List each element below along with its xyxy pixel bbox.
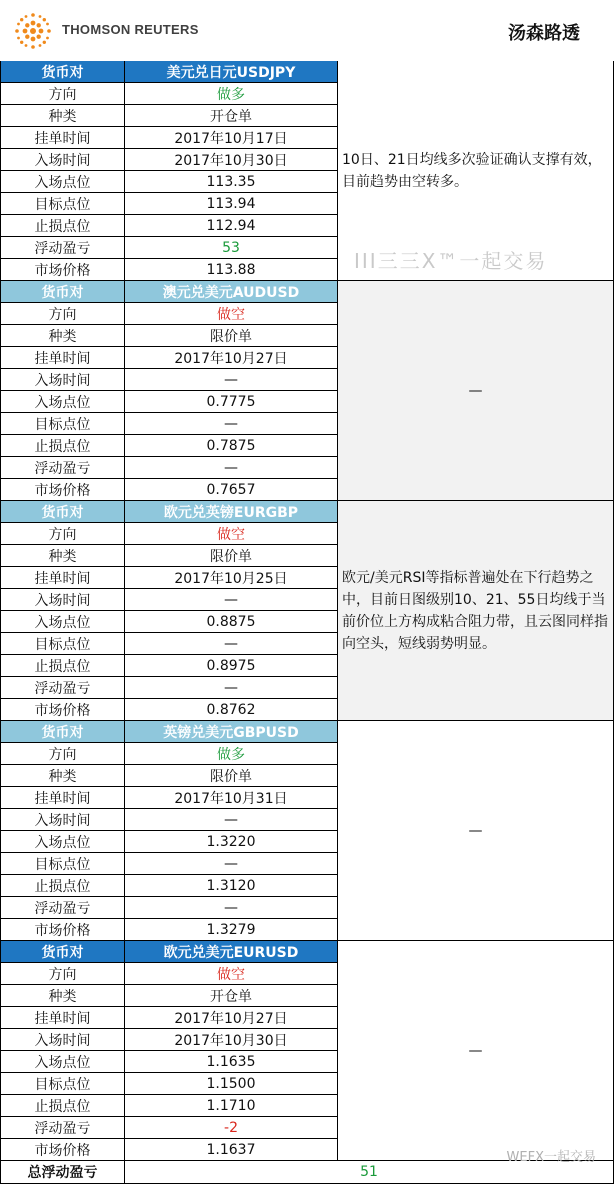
target-price-value: — bbox=[125, 633, 338, 655]
market-price-value: 0.7657 bbox=[125, 479, 338, 501]
stop-price-label: 止损点位 bbox=[0, 875, 125, 897]
trade-block bbox=[0, 501, 614, 721]
table-row-direction bbox=[0, 743, 338, 765]
analysis-comment bbox=[338, 281, 614, 501]
direction-label: 方向 bbox=[0, 743, 125, 765]
entry-price-label: 入场点位 bbox=[0, 391, 125, 413]
currency-pair-label: 货币对 bbox=[0, 941, 125, 963]
analysis-comment-text: — bbox=[468, 1042, 483, 1059]
order-time-label: 挂单时间 bbox=[0, 347, 125, 369]
table-row-entry-time bbox=[0, 149, 338, 171]
table-row-market-price bbox=[0, 1139, 338, 1161]
entry-price-label: 入场点位 bbox=[0, 171, 125, 193]
target-price-value: — bbox=[125, 413, 338, 435]
table-row-market-price bbox=[0, 259, 338, 281]
table-row-currency-pair bbox=[0, 501, 338, 523]
order-type-value: 限价单 bbox=[125, 325, 338, 347]
table-row-target-price bbox=[0, 853, 338, 875]
table-row-entry-price bbox=[0, 831, 338, 853]
table-row-direction bbox=[0, 963, 338, 985]
stop-price-label: 止损点位 bbox=[0, 655, 125, 677]
order-time-value: 2017年10月27日 bbox=[125, 347, 338, 369]
entry-time-label: 入场时间 bbox=[0, 809, 125, 831]
floating-pnl-label: 浮动盈亏 bbox=[0, 1117, 125, 1139]
table-row-order-time bbox=[0, 1007, 338, 1029]
entry-time-value: 2017年10月30日 bbox=[125, 149, 338, 171]
target-price-value: — bbox=[125, 853, 338, 875]
market-price-value: 1.1637 bbox=[125, 1139, 338, 1161]
order-time-value: 2017年10月27日 bbox=[125, 1007, 338, 1029]
table-row-target-price bbox=[0, 193, 338, 215]
brand-name: THOMSON REUTERS bbox=[62, 22, 199, 37]
target-price-value: 113.94 bbox=[125, 193, 338, 215]
order-type-label: 种类 bbox=[0, 105, 125, 127]
table-row-floating-pnl bbox=[0, 457, 338, 479]
entry-price-label: 入场点位 bbox=[0, 611, 125, 633]
order-type-value: 限价单 bbox=[125, 545, 338, 567]
entry-price-value: 1.3220 bbox=[125, 831, 338, 853]
floating-pnl-value: — bbox=[125, 457, 338, 479]
currency-pair-value: 澳元兑美元AUDUSD bbox=[125, 281, 338, 303]
market-price-label: 市场价格 bbox=[0, 919, 125, 941]
floating-pnl-label: 浮动盈亏 bbox=[0, 677, 125, 699]
currency-pair-value: 欧元兑美元EURUSD bbox=[125, 941, 338, 963]
order-time-label: 挂单时间 bbox=[0, 127, 125, 149]
direction-value: 做多 bbox=[125, 83, 338, 105]
table-row-stop-price bbox=[0, 875, 338, 897]
order-time-label: 挂单时间 bbox=[0, 787, 125, 809]
analysis-comment-text: 10日、21日均线多次验证确认支撑有效，目前趋势由空转多。 bbox=[342, 152, 602, 190]
table-row-target-price bbox=[0, 1073, 338, 1095]
order-type-label: 种类 bbox=[0, 765, 125, 787]
order-time-value: 2017年10月25日 bbox=[125, 567, 338, 589]
table-row-target-price bbox=[0, 413, 338, 435]
order-time-label: 挂单时间 bbox=[0, 567, 125, 589]
currency-pair-value: 美元兑日元USDJPY bbox=[125, 61, 338, 83]
entry-time-value: 2017年10月30日 bbox=[125, 1029, 338, 1051]
entry-price-label: 入场点位 bbox=[0, 831, 125, 853]
stop-price-label: 止损点位 bbox=[0, 1095, 125, 1117]
table-row-order-time bbox=[0, 347, 338, 369]
table-row-entry-price bbox=[0, 391, 338, 413]
stop-price-value: 0.8975 bbox=[125, 655, 338, 677]
watermark: III三三X™一起交易 bbox=[354, 249, 548, 273]
market-price-label: 市场价格 bbox=[0, 699, 125, 721]
market-price-value: 1.3279 bbox=[125, 919, 338, 941]
floating-pnl-value: — bbox=[125, 897, 338, 919]
trade-block bbox=[0, 281, 614, 501]
table-row-order-time bbox=[0, 567, 338, 589]
target-price-label: 目标点位 bbox=[0, 853, 125, 875]
table-row-order-type bbox=[0, 325, 338, 347]
direction-label: 方向 bbox=[0, 963, 125, 985]
stop-price-value: 1.3120 bbox=[125, 875, 338, 897]
order-type-label: 种类 bbox=[0, 545, 125, 567]
table-row-stop-price bbox=[0, 655, 338, 677]
entry-time-label: 入场时间 bbox=[0, 369, 125, 391]
analysis-comment bbox=[338, 941, 614, 1161]
direction-value: 做空 bbox=[125, 303, 338, 325]
brand-name-cn: 汤森路透 bbox=[508, 23, 580, 44]
table-row-entry-price bbox=[0, 171, 338, 193]
direction-value: 做空 bbox=[125, 963, 338, 985]
entry-price-label: 入场点位 bbox=[0, 1051, 125, 1073]
currency-pair-value: 欧元兑英镑EURGBP bbox=[125, 501, 338, 523]
order-type-label: 种类 bbox=[0, 325, 125, 347]
entry-price-value: 113.35 bbox=[125, 171, 338, 193]
market-price-value: 113.88 bbox=[125, 259, 338, 281]
market-price-label: 市场价格 bbox=[0, 1139, 125, 1161]
analysis-comment bbox=[338, 721, 614, 941]
table-row-order-type bbox=[0, 545, 338, 567]
entry-time-label: 入场时间 bbox=[0, 1029, 125, 1051]
currency-pair-value: 英镑兑美元GBPUSD bbox=[125, 721, 338, 743]
direction-value: 做空 bbox=[125, 523, 338, 545]
table-row-currency-pair bbox=[0, 281, 338, 303]
floating-pnl-label: 浮动盈亏 bbox=[0, 897, 125, 919]
entry-time-label: 入场时间 bbox=[0, 589, 125, 611]
order-time-value: 2017年10月17日 bbox=[125, 127, 338, 149]
table-row-market-price bbox=[0, 479, 338, 501]
order-type-value: 开仓单 bbox=[125, 985, 338, 1007]
stop-price-label: 止损点位 bbox=[0, 435, 125, 457]
stop-price-label: 止损点位 bbox=[0, 215, 125, 237]
entry-time-value: — bbox=[125, 369, 338, 391]
order-type-label: 种类 bbox=[0, 985, 125, 1007]
table-row-order-type bbox=[0, 985, 338, 1007]
currency-pair-label: 货币对 bbox=[0, 721, 125, 743]
table-row-entry-time bbox=[0, 809, 338, 831]
table-row-order-type bbox=[0, 765, 338, 787]
order-type-value: 开仓单 bbox=[125, 105, 338, 127]
direction-label: 方向 bbox=[0, 523, 125, 545]
table-row-entry-time bbox=[0, 589, 338, 611]
table-row-floating-pnl bbox=[0, 897, 338, 919]
table-row-target-price bbox=[0, 633, 338, 655]
currency-pair-label: 货币对 bbox=[0, 61, 125, 83]
table-row-stop-price bbox=[0, 435, 338, 457]
total-label: 总浮动盈亏 bbox=[0, 1161, 125, 1184]
table-row-entry-time bbox=[0, 1029, 338, 1051]
table-row-entry-price bbox=[0, 611, 338, 633]
currency-pair-label: 货币对 bbox=[0, 501, 125, 523]
floating-pnl-value: -2 bbox=[125, 1117, 338, 1139]
direction-label: 方向 bbox=[0, 83, 125, 105]
currency-pair-label: 货币对 bbox=[0, 281, 125, 303]
target-price-label: 目标点位 bbox=[0, 413, 125, 435]
analysis-comment-text: — bbox=[468, 822, 483, 839]
floating-pnl-label: 浮动盈亏 bbox=[0, 457, 125, 479]
table-row-floating-pnl bbox=[0, 237, 338, 259]
analysis-comment-text: — bbox=[468, 382, 483, 399]
table-row-direction bbox=[0, 523, 338, 545]
entry-price-value: 1.1635 bbox=[125, 1051, 338, 1073]
order-time-label: 挂单时间 bbox=[0, 1007, 125, 1029]
target-price-label: 目标点位 bbox=[0, 193, 125, 215]
table-row-stop-price bbox=[0, 1095, 338, 1117]
floating-pnl-value: 53 bbox=[125, 237, 338, 259]
target-price-label: 目标点位 bbox=[0, 633, 125, 655]
table-row-order-type bbox=[0, 105, 338, 127]
thomson-reuters-logo-icon bbox=[12, 10, 54, 52]
table-row-currency-pair bbox=[0, 941, 338, 963]
table-row-stop-price bbox=[0, 215, 338, 237]
table-row-floating-pnl bbox=[0, 677, 338, 699]
market-price-label: 市场价格 bbox=[0, 479, 125, 501]
target-price-label: 目标点位 bbox=[0, 1073, 125, 1095]
footer-watermark: WEFX一起交易 bbox=[506, 1150, 596, 1165]
table-row-entry-price bbox=[0, 1051, 338, 1073]
report-header bbox=[0, 0, 614, 61]
stop-price-value: 0.7875 bbox=[125, 435, 338, 457]
table-row-order-time bbox=[0, 787, 338, 809]
table-row-order-time bbox=[0, 127, 338, 149]
table-row-direction bbox=[0, 83, 338, 105]
entry-price-value: 0.7775 bbox=[125, 391, 338, 413]
analysis-comment bbox=[338, 501, 614, 721]
table-row-direction bbox=[0, 303, 338, 325]
table-row-floating-pnl bbox=[0, 1117, 338, 1139]
trade-block bbox=[0, 721, 614, 941]
entry-time-label: 入场时间 bbox=[0, 149, 125, 171]
trade-block bbox=[0, 941, 614, 1161]
table-row-currency-pair bbox=[0, 721, 338, 743]
stop-price-value: 1.1710 bbox=[125, 1095, 338, 1117]
direction-value: 做多 bbox=[125, 743, 338, 765]
entry-price-value: 0.8875 bbox=[125, 611, 338, 633]
market-price-value: 0.8762 bbox=[125, 699, 338, 721]
order-time-value: 2017年10月31日 bbox=[125, 787, 338, 809]
floating-pnl-label: 浮动盈亏 bbox=[0, 237, 125, 259]
stop-price-value: 112.94 bbox=[125, 215, 338, 237]
total-value: 51 bbox=[125, 1161, 614, 1184]
table-row-entry-time bbox=[0, 369, 338, 391]
entry-time-value: — bbox=[125, 809, 338, 831]
table-row-market-price bbox=[0, 699, 338, 721]
order-type-value: 限价单 bbox=[125, 765, 338, 787]
analysis-comment-text: 欧元/美元RSI等指标普遍处在下行趋势之中，目前日图级别10、21、55日均线于当前价位上方构成粘合阻力带，且云图同样指向空头，短线弱势明显。 bbox=[342, 570, 608, 652]
entry-time-value: — bbox=[125, 589, 338, 611]
market-price-label: 市场价格 bbox=[0, 259, 125, 281]
target-price-value: 1.1500 bbox=[125, 1073, 338, 1095]
trade-table bbox=[0, 61, 614, 1161]
table-row-market-price bbox=[0, 919, 338, 941]
floating-pnl-value: — bbox=[125, 677, 338, 699]
direction-label: 方向 bbox=[0, 303, 125, 325]
table-row-currency-pair bbox=[0, 61, 338, 83]
